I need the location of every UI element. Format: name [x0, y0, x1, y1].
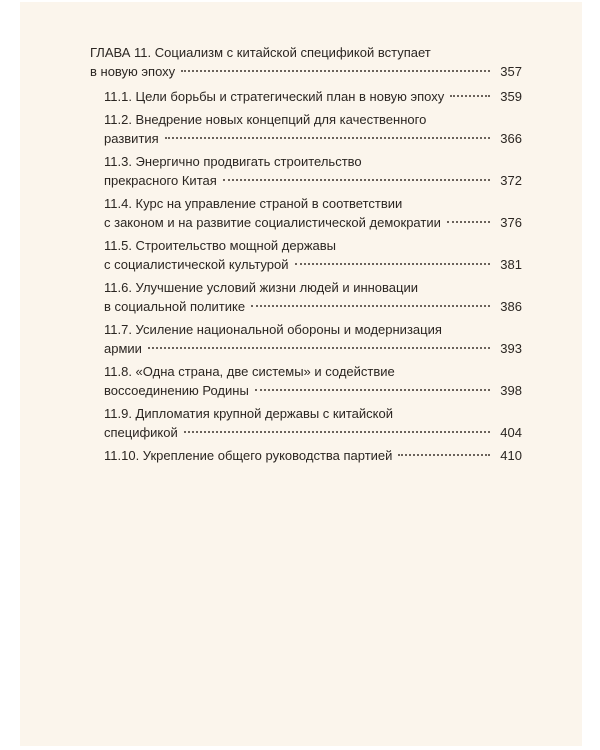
- dot-leader: [181, 70, 490, 72]
- toc-entry-line: ГЛАВА 11. Социализм с китайской спецификой вступает: [90, 45, 431, 60]
- toc-entry-line: 11.8. «Одна страна, две системы» и содействие: [104, 364, 395, 379]
- toc-section-entry: [104, 152, 522, 190]
- toc-entry-last-line: [104, 171, 522, 190]
- toc-entry-line: прекрасного Китая: [104, 173, 217, 188]
- toc-section-entry: [104, 278, 522, 316]
- book-page: [20, 2, 582, 746]
- toc-section-entry: [104, 194, 522, 232]
- toc-entry-line: 11.10. Укрепление общего руководства партией: [104, 448, 393, 463]
- dot-leader: [251, 305, 490, 307]
- toc-entry-line: 11.5. Строительство мощной державы: [104, 238, 337, 253]
- toc-page-number: 398: [500, 383, 522, 398]
- dot-leader: [295, 263, 491, 265]
- dot-leader: [447, 221, 490, 223]
- toc-entry-last-line: [104, 87, 522, 106]
- dot-leader: [398, 454, 490, 456]
- toc-entry-line: 11.4. Курс на управление страной в соответствии: [104, 196, 403, 211]
- toc-page-number: 366: [500, 131, 522, 146]
- toc-section-entry: [104, 87, 522, 106]
- dot-leader: [165, 137, 490, 139]
- toc-section-entry: [104, 362, 522, 400]
- toc-entry-last-line: [90, 62, 522, 81]
- toc-entry-line: 11.9. Дипломатия крупной державы с китайской: [104, 406, 393, 421]
- toc-page-number: 386: [500, 299, 522, 314]
- toc-chapter-entry: [90, 43, 522, 81]
- toc-entry-line: 11.3. Энергично продвигать строительство: [104, 154, 362, 169]
- toc-page-number: 404: [500, 425, 522, 440]
- toc-entry-line: 11.7. Усиление национальной обороны и модернизация: [104, 322, 442, 337]
- dot-leader: [223, 179, 490, 181]
- toc-page-number: 372: [500, 173, 522, 188]
- toc-entry-line: 11.2. Внедрение новых концепций для качественного: [104, 112, 427, 127]
- toc-entry-line: армии: [104, 341, 142, 356]
- toc-section-entry: [104, 404, 522, 442]
- toc-entry-line: воссоединению Родины: [104, 383, 249, 398]
- toc-page-number: 357: [500, 64, 522, 79]
- toc-page-number: 410: [500, 448, 522, 463]
- toc-entry-line: развития: [104, 131, 159, 146]
- dot-leader: [148, 347, 490, 349]
- toc-entry-last-line: [104, 297, 522, 316]
- toc-page-number: 381: [500, 257, 522, 272]
- toc-page-number: 359: [500, 89, 522, 104]
- toc-section-entry: [104, 320, 522, 358]
- toc-section-entry: [104, 110, 522, 148]
- toc-section-entry: [104, 236, 522, 274]
- toc-section-entry: [104, 446, 522, 465]
- toc-entry-last-line: [104, 129, 522, 148]
- toc-entry-line: с законом и на развитие социалистической демократии: [104, 215, 441, 230]
- toc-entry-last-line: [104, 339, 522, 358]
- table-of-contents: [90, 43, 522, 469]
- toc-entry-line: 11.6. Улучшение условий жизни людей и инновации: [104, 280, 418, 295]
- toc-entry-line: в социальной политике: [104, 299, 246, 314]
- toc-entry-line: с социалистической культурой: [104, 257, 289, 272]
- toc-entry-line: 11.1. Цели борьбы и стратегический план в новую эпоху: [104, 89, 445, 104]
- toc-entry-last-line: [104, 255, 522, 274]
- toc-page-number: 393: [500, 341, 522, 356]
- toc-entry-last-line: [104, 446, 522, 465]
- dot-leader: [255, 389, 490, 391]
- dot-leader: [450, 95, 490, 97]
- toc-entry-line: спецификой: [104, 425, 178, 440]
- toc-entry-last-line: [104, 381, 522, 400]
- toc-page-number: 376: [500, 215, 522, 230]
- toc-entry-last-line: [104, 423, 522, 442]
- dot-leader: [184, 431, 490, 433]
- toc-entry-line: в новую эпоху: [90, 64, 176, 79]
- toc-entry-last-line: [104, 213, 522, 232]
